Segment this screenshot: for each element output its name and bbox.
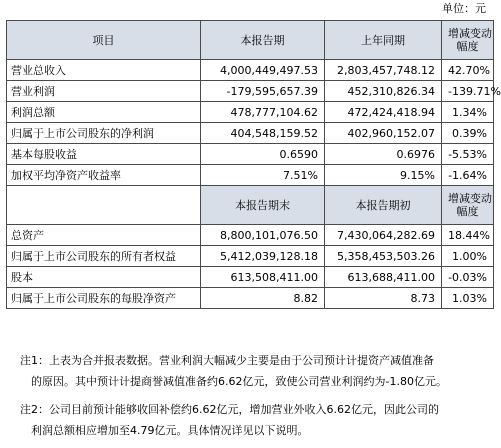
- current-value: 4,000,449,497.53: [201, 60, 325, 81]
- row-label: 营业利润: [7, 81, 201, 102]
- header-change-line2: 幅度: [456, 40, 479, 53]
- current-value: 404,548,159.52: [201, 123, 325, 144]
- note-2-line1: 注2：公司目前预计能够收回补偿约6.62亿元，增加营业外收入6.62亿元，因此公司的: [20, 403, 439, 416]
- change-value: 1.00%: [442, 246, 494, 267]
- header-change-line1: 增减变动: [448, 192, 492, 205]
- note-1-line2: 的原因。其中预计计提商誉减值准备约6.62亿元，致使公司营业利润约为-1.80亿元。: [31, 375, 447, 388]
- prior-value: 613,688,411.00: [325, 267, 442, 288]
- table2-header-row: [7, 186, 494, 225]
- current-value: 0.6590: [201, 144, 325, 165]
- header-prior-period: 上年同期: [325, 21, 442, 60]
- header-change: [442, 21, 494, 60]
- unit-label: 单位：元: [442, 2, 486, 15]
- prior-value: 5,358,453,503.26: [325, 246, 442, 267]
- current-value: 613,508,411.00: [201, 267, 325, 288]
- prior-value: 7,430,064,282.69: [325, 225, 442, 246]
- change-value: 0.39%: [442, 123, 494, 144]
- prior-value: 402,960,152.07: [325, 123, 442, 144]
- header-period-end: 本报告期末: [201, 186, 325, 225]
- change-value: -5.53%: [442, 144, 494, 165]
- notes-section: [20, 350, 490, 448]
- change-value: -0.03%: [442, 267, 494, 288]
- prior-value: 472,424,418.94: [325, 102, 442, 123]
- current-value: 8.82: [201, 288, 325, 309]
- change-value: 1.34%: [442, 102, 494, 123]
- change-value: 1.03%: [442, 288, 494, 309]
- table-row: [7, 81, 494, 102]
- header-change-line1: 增减变动: [448, 27, 492, 40]
- prior-value: 452,310,826.34: [325, 81, 442, 102]
- prior-value: 0.6976: [325, 144, 442, 165]
- table-row: [7, 267, 494, 288]
- header-current-period: 本报告期: [201, 21, 325, 60]
- row-label: 利润总额: [7, 102, 201, 123]
- table-row: [7, 60, 494, 81]
- change-value: -139.71%: [442, 81, 494, 102]
- row-label: 基本每股收益: [7, 144, 201, 165]
- note-1: [20, 350, 490, 392]
- note-2: [20, 399, 490, 441]
- prior-value: 9.15%: [325, 165, 442, 186]
- table-row: [7, 144, 494, 165]
- header-change: [442, 186, 494, 225]
- current-value: 478,777,104.62: [201, 102, 325, 123]
- row-label: 归属于上市公司股东的所有者权益: [7, 246, 201, 267]
- row-label: 加权平均净资产收益率: [7, 165, 201, 186]
- current-value: 5,412,039,128.18: [201, 246, 325, 267]
- header-item: 项目: [7, 21, 201, 60]
- note-2-line2: 利润总额相应增加至4.79亿元。具体情况详见以下说明。: [31, 424, 309, 437]
- change-value: 42.70%: [442, 60, 494, 81]
- change-value: -1.64%: [442, 165, 494, 186]
- header-change-line2: 幅度: [456, 205, 479, 218]
- prior-value: 2,803,457,748.12: [325, 60, 442, 81]
- table-row: [7, 225, 494, 246]
- financial-table: [6, 20, 501, 309]
- row-label: 归属于上市公司股东的每股净资产: [7, 288, 201, 309]
- change-value: 18.44%: [442, 225, 494, 246]
- table1-header-row: [7, 21, 494, 60]
- row-label: 股本: [7, 267, 201, 288]
- current-value: 7.51%: [201, 165, 325, 186]
- header-period-start: 本报告期初: [325, 186, 442, 225]
- row-label: 总资产: [7, 225, 201, 246]
- table-row: [7, 102, 494, 123]
- table-row: [7, 165, 494, 186]
- table-row: [7, 246, 494, 267]
- header-blank-cell: [7, 186, 201, 225]
- table-row: [7, 288, 494, 309]
- prior-value: 8.73: [325, 288, 442, 309]
- note-1-line1: 注1：上表为合并报表数据。营业利润大幅减少主要是由于公司预计计提资产减值准备: [20, 354, 434, 367]
- current-value: 8,800,101,076.50: [201, 225, 325, 246]
- current-value: -179,595,657.39: [201, 81, 325, 102]
- row-label: 营业总收入: [7, 60, 201, 81]
- table-row: [7, 123, 494, 144]
- row-label: 归属于上市公司股东的净利润: [7, 123, 201, 144]
